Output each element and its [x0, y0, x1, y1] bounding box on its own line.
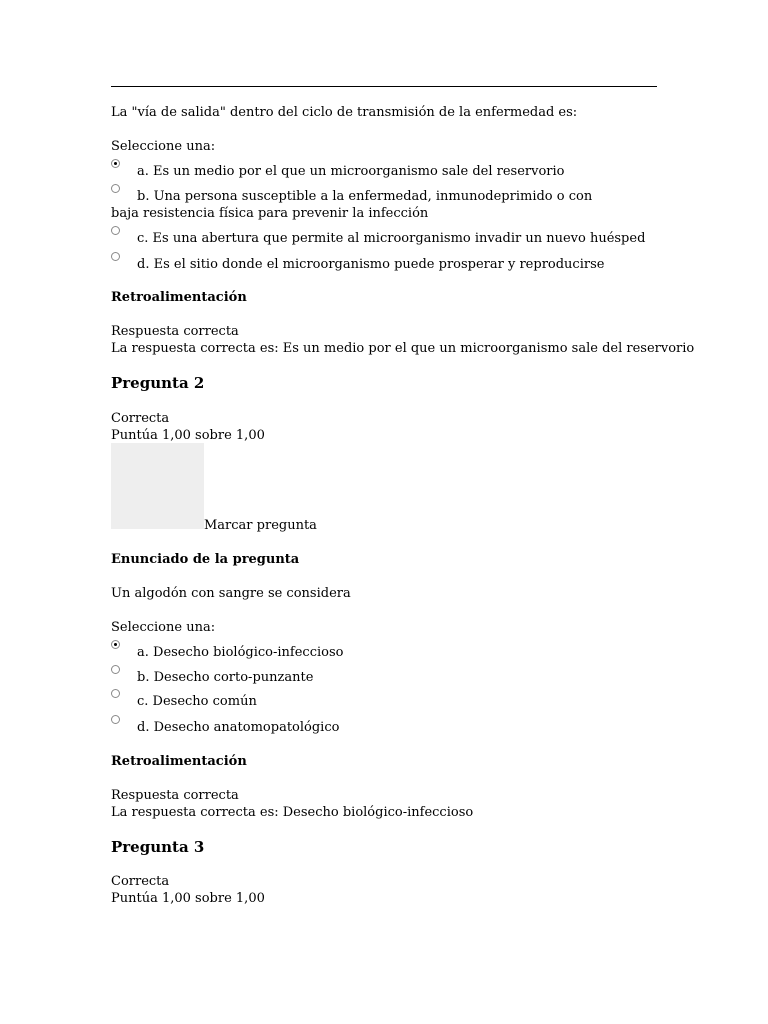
question-2-text: Un algodón con sangre se considera [111, 586, 351, 601]
question-1-text: La "vía de salida" dentro del ciclo de transmisión de la enfermedad es: [111, 105, 578, 120]
q2-feedback-status: Respuesta correcta [111, 788, 239, 803]
question-2-statement-heading: Enunciado de la pregunta [111, 552, 300, 567]
q1-option-c-label[interactable]: c. Es una abertura que permite al microorganismo invadir un nuevo huésped [137, 231, 646, 246]
q1-option-a-label[interactable]: a. Es un medio por el que un microorganismo sale del reservorio [137, 164, 565, 179]
question-3-score: Puntúa 1,00 sobre 1,00 [111, 891, 265, 906]
question-2-prompt: Seleccione una: [111, 620, 216, 635]
q1-option-a-radio[interactable] [111, 159, 120, 168]
question-2-status: Correcta [111, 411, 170, 426]
flag-icon[interactable] [111, 443, 204, 529]
q2-option-a-radio[interactable] [111, 640, 120, 649]
q1-feedback-status: Respuesta correcta [111, 324, 239, 339]
q1-option-b-label[interactable]: b. Una persona susceptible a la enfermedad, inmunodeprimido o con baja resistencia física para prevenir la infección [111, 189, 593, 221]
q1-option-d-radio[interactable] [111, 252, 120, 261]
q1-option-c-radio[interactable] [111, 226, 120, 235]
question-1-prompt: Seleccione una: [111, 139, 216, 154]
question-3-status: Correcta [111, 874, 170, 889]
q2-feedback-answer: La respuesta correcta es: Desecho biológico-infeccioso [111, 805, 474, 820]
q2-option-d-label[interactable]: d. Desecho anatomopatológico [137, 720, 340, 735]
question-3-heading: Pregunta 3 [111, 838, 205, 856]
q2-option-d-radio[interactable] [111, 715, 120, 724]
q2-option-c-radio[interactable] [111, 689, 120, 698]
top-divider [111, 86, 657, 87]
q2-feedback-heading: Retroalimentación [111, 754, 247, 769]
q1-feedback-answer: La respuesta correcta es: Es un medio por el que un microorganismo sale del reservorio [111, 341, 695, 356]
q2-option-c-label[interactable]: c. Desecho común [137, 694, 257, 709]
flag-question-link[interactable]: Marcar pregunta [204, 518, 317, 533]
q1-feedback-heading: Retroalimentación [111, 290, 247, 305]
q2-option-b-radio[interactable] [111, 665, 120, 674]
q2-option-b-label[interactable]: b. Desecho corto-punzante [137, 670, 314, 685]
q2-option-a-label[interactable]: a. Desecho biológico-infeccioso [137, 645, 344, 660]
question-2-score: Puntúa 1,00 sobre 1,00 [111, 428, 265, 443]
question-2-heading: Pregunta 2 [111, 374, 205, 392]
q1-option-d-label[interactable]: d. Es el sitio donde el microorganismo puede prosperar y reproducirse [137, 257, 605, 272]
